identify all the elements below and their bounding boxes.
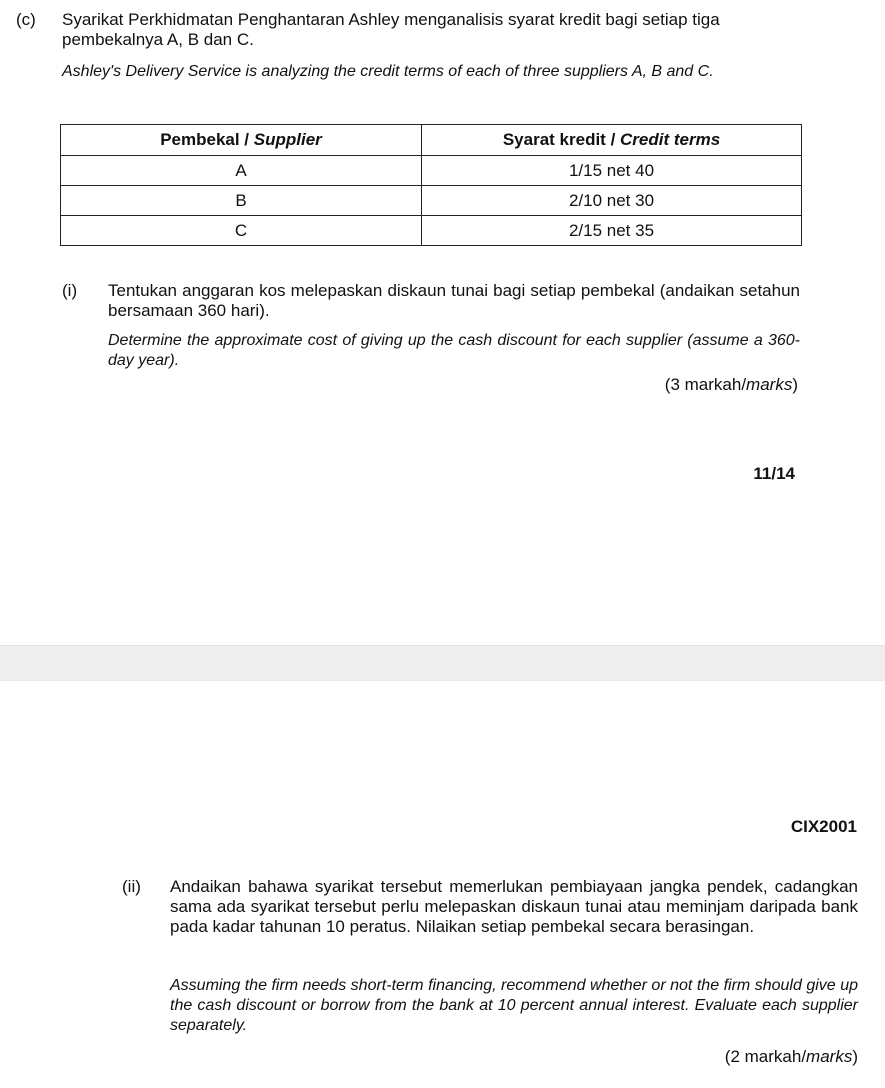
- header-credit-terms-malay: Syarat kredit /: [502, 130, 621, 149]
- supplier-cell: C: [61, 216, 422, 246]
- page-number: 11/14: [753, 464, 795, 483]
- header-credit-terms-english: Credit terms: [620, 130, 721, 149]
- part-i-question-malay: Tentukan anggaran kos melepaskan diskaun tunai bagi setiap pembekal (andaikan setahun bersamaan 360 hari).: [108, 281, 800, 320]
- header-supplier: [61, 125, 422, 156]
- supplier-cell: B: [61, 186, 422, 216]
- part-c-question-english: Ashley's Delivery Service is analyzing the credit terms of each of three suppliers A, B and C.: [62, 63, 714, 80]
- marks-close: ): [852, 1047, 858, 1066]
- header-credit-terms: [422, 125, 802, 156]
- part-c-question-malay: Syarikat Perkhidmatan Penghantaran Ashley menganalisis syarat kredit bagi setiap tiga pembekalnya A, B dan C.: [62, 10, 720, 49]
- part-ii-question-malay: Andaikan bahawa syarikat tersebut memerlukan pembiayaan jangka pendek, cadangkan sama ada syarikat tersebut perlu melepaskan diskaun tunai atau meminjam daripada bank pada kadar tahunan 10 peratus. Nilaikan setiap pembekal secara berasingan.: [170, 877, 858, 936]
- marks-malay: (3 markah/: [664, 375, 747, 394]
- terms-cell: 1/15 net 40: [422, 156, 802, 186]
- page-separator: [0, 645, 885, 681]
- part-i-marks: [665, 375, 798, 395]
- table-row: [61, 156, 802, 186]
- terms-cell: 2/10 net 30: [422, 186, 802, 216]
- marks-english: marks: [806, 1047, 853, 1066]
- part-ii-question-english: Assuming the firm needs short-term financing, recommend whether or not the firm should give up the cash discount or borrow from the bank at 10 percent annual interest. Evaluate each supplier separately.: [170, 977, 858, 1034]
- terms-cell: 2/15 net 35: [422, 216, 802, 246]
- supplier-cell: A: [61, 156, 422, 186]
- credit-terms-table: [60, 124, 802, 246]
- part-ii-label: (ii): [122, 877, 141, 896]
- header-supplier-english: Supplier: [253, 130, 322, 149]
- part-i-question-english: Determine the approximate cost of giving up the cash discount for each supplier (assume a 360-day year).: [108, 332, 800, 369]
- part-c-label: (c): [16, 10, 36, 29]
- marks-english: marks: [746, 375, 793, 394]
- marks-malay: (2 markah/: [724, 1047, 807, 1066]
- table-header-row: [61, 125, 802, 156]
- marks-close: ): [792, 375, 798, 394]
- part-ii-marks: [725, 1047, 858, 1067]
- part-i-label: (i): [62, 281, 78, 300]
- course-code: CIX2001: [790, 817, 857, 836]
- header-supplier-malay: Pembekal /: [160, 130, 254, 149]
- table-row: [61, 216, 802, 246]
- table-row: [61, 186, 802, 216]
